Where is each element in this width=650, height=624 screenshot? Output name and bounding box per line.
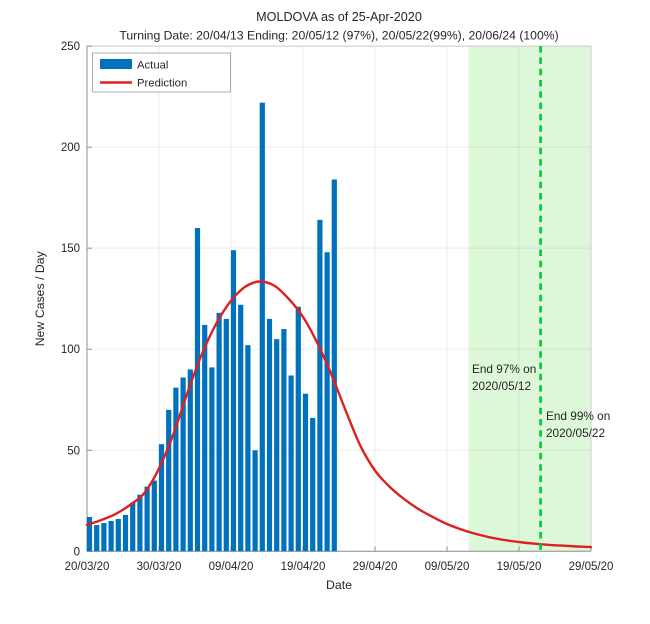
actual-bar [195,228,200,551]
actual-bar [188,369,193,551]
legend-label-prediction: Prediction [137,77,188,90]
actual-bar [296,307,301,552]
legend-bar-swatch [100,59,132,69]
y-tick-label: 200 [60,142,80,155]
y-tick-label: 100 [60,344,80,357]
actual-bar [123,515,128,551]
actual-bar [274,339,279,551]
actual-bar [224,319,229,551]
actual-bar [87,517,92,551]
legend [93,53,231,92]
actual-bar [116,519,121,551]
x-tick-label: 29/05/20 [568,561,614,573]
end-annotation-99: End 99% on 2020/05/22 [546,409,611,440]
actual-bar [332,179,337,551]
y-tick-label: 0 [73,546,80,559]
x-tick-label: 29/04/20 [352,561,398,573]
x-tick-label: 09/04/20 [208,561,254,573]
actual-bar [260,103,265,552]
actual-bar [281,329,286,551]
actual-bar [94,525,99,551]
y-tick-label: 50 [67,445,80,458]
actual-bar [317,220,322,551]
actual-bar [130,503,135,551]
x-tick-label: 19/04/20 [280,561,326,573]
actual-bar [137,495,142,552]
y-axis-title: New Cases / Day [33,251,47,347]
actual-bar [303,394,308,552]
chart-title: MOLDOVA as of 25-Apr-2020 [256,10,422,24]
actual-bar [238,305,243,552]
x-tick-label: 20/03/20 [64,561,110,573]
ending-region-band [469,46,591,551]
actual-bar [166,410,171,551]
actual-bar [325,252,330,551]
x-axis-title: Date [326,578,352,592]
actual-bar [202,325,207,551]
x-tick-label: 30/03/20 [136,561,182,573]
actual-bar [245,345,250,551]
actual-bar [289,375,294,551]
actual-bar [217,313,222,551]
y-tick-label: 150 [60,243,80,256]
actual-bar [310,418,315,551]
actual-bar [209,367,214,551]
x-tick-label: 19/05/20 [496,561,542,573]
actual-bar [101,523,106,551]
x-tick-label: 09/05/20 [424,561,470,573]
chart-subtitle: Turning Date: 20/04/13 Ending: 20/05/12 (97%), 20/05/22(99%), 20/06/24 (100%) [119,28,559,43]
actual-bar [253,450,258,551]
actual-bar [109,521,114,551]
actual-bar [152,481,157,552]
actual-bar [145,487,150,552]
y-tick-label: 250 [60,41,80,54]
legend-label-actual: Actual [137,59,169,72]
actual-bar [173,388,178,552]
actual-bar [267,319,272,551]
end-annotation-97: End 97% on 2020/05/12 [472,362,537,393]
